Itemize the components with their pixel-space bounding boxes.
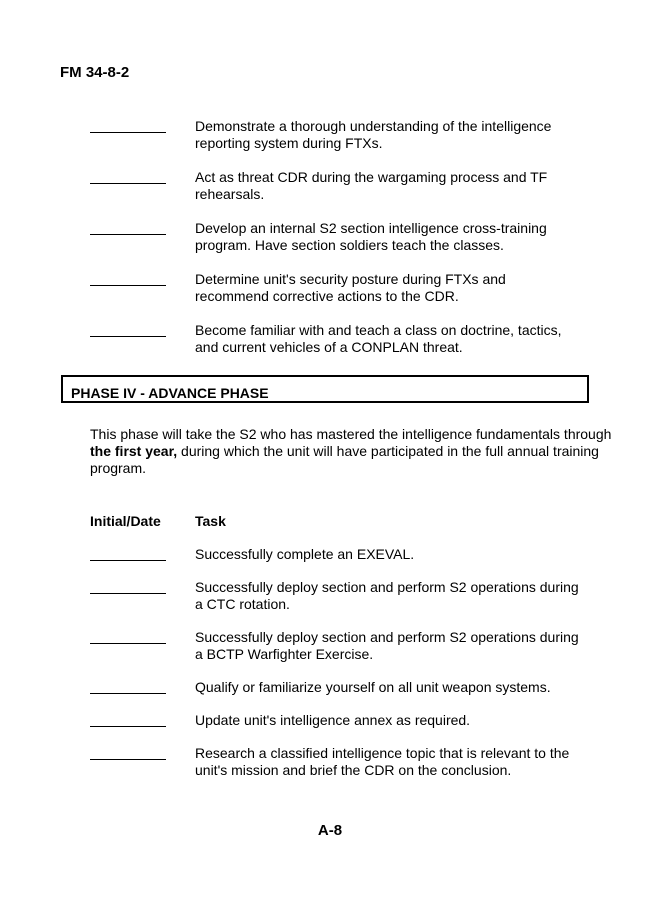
column-header-task: Task [195, 513, 226, 529]
task-text: Successfully deploy section and perform S2 operations during a BCTP Warfighter Exercise. [195, 629, 579, 662]
initial-date-blank[interactable] [90, 579, 166, 594]
intro-text-start: This phase will take the S2 who has mastered the intelligence fundamentals through [90, 426, 612, 442]
task-text: Determine unit's security posture during FTXs and recommend corrective actions to the CDR. [195, 271, 506, 304]
phase-title: PHASE IV - ADVANCE PHASE [71, 385, 269, 401]
task-row [90, 271, 620, 305]
task-text: Research a classified intelligence topic that is relevant to the unit's mission and brief the CDR on the conclusion. [195, 745, 570, 778]
intro-text-end: during which the unit will have participated in the full annual training program. [90, 443, 599, 476]
task-row [90, 579, 620, 613]
phase-intro-paragraph [90, 426, 620, 477]
initial-date-blank[interactable] [90, 679, 166, 694]
task-table-header [90, 513, 226, 529]
task-row [90, 169, 620, 203]
initial-date-blank[interactable] [90, 271, 166, 286]
task-row [90, 322, 620, 356]
task-text: Successfully deploy section and perform S2 operations during a CTC rotation. [195, 579, 579, 612]
task-row [90, 220, 620, 254]
document-id: FM 34-8-2 [60, 64, 130, 81]
initial-date-blank[interactable] [90, 322, 166, 337]
initial-date-blank[interactable] [90, 546, 166, 561]
intro-text-bold: the first year, [90, 443, 178, 459]
task-row [90, 745, 620, 779]
column-header-initial-date: Initial/Date [90, 513, 161, 529]
task-text: Act as threat CDR during the wargaming process and TF rehearsals. [195, 169, 548, 202]
task-text: Qualify or familiarize yourself on all unit weapon systems. [195, 679, 551, 695]
initial-date-blank[interactable] [90, 745, 166, 760]
task-list-advance-phase [90, 546, 620, 795]
task-row [90, 629, 620, 663]
task-text: Develop an internal S2 section intelligence cross-training program. Have section soldiers teach the classes. [195, 220, 547, 253]
initial-date-blank[interactable] [90, 220, 166, 235]
task-text: Demonstrate a thorough understanding of the intelligence reporting system during FTXs. [195, 118, 552, 151]
initial-date-blank[interactable] [90, 169, 166, 184]
task-row [90, 546, 620, 563]
task-list-previous-phase [90, 118, 620, 373]
task-text: Successfully complete an EXEVAL. [195, 546, 415, 562]
task-text: Update unit's intelligence annex as required. [195, 712, 471, 728]
task-row [90, 679, 620, 696]
initial-date-blank[interactable] [90, 118, 166, 133]
page-number: A-8 [317, 822, 343, 839]
task-text: Become familiar with and teach a class on doctrine, tactics, and current vehicles of a CONPLAN threat. [195, 322, 562, 355]
phase-title-box [61, 375, 589, 403]
task-row [90, 118, 620, 152]
initial-date-blank[interactable] [90, 629, 166, 644]
task-row [90, 712, 620, 729]
initial-date-blank[interactable] [90, 712, 166, 727]
